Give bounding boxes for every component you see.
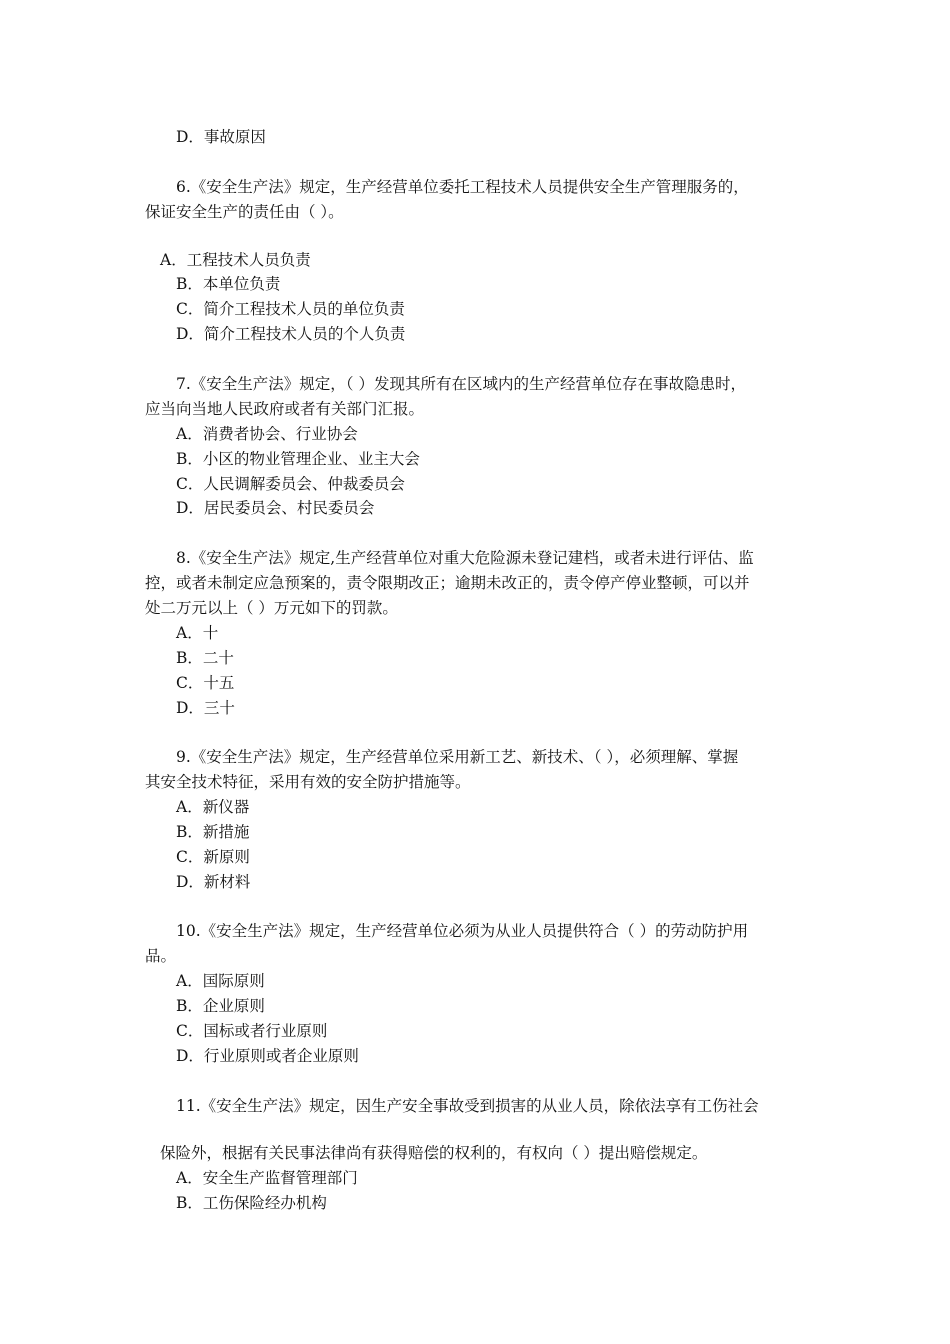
option-b: B．二十 [176,649,234,667]
option-a: A．新仪器 [176,798,250,816]
question-11-line-1: 11.《安全生产法》规定，因生产安全事故受到损害的从业人员，除依法享有工伤社会 [176,1097,759,1115]
question-10-line-2: 品。 [145,947,177,965]
option-d: D．事故原因 [176,128,266,146]
option-d: D．行业原则或者企业原则 [176,1047,359,1065]
option-c: C．人民调解委员会、仲裁委员会 [176,475,405,493]
question-9-line-1: 9.《安全生产法》规定，生产经营单位采用新工艺、新技术、（ ），必须理解、掌握 [176,748,739,766]
option-b: B．小区的物业管理企业、业主大会 [176,450,420,468]
option-a: A．工程技术人员负责 [160,251,311,269]
option-a: A．安全生产监督管理部门 [176,1169,358,1187]
question-10-line-1: 10.《安全生产法》规定，生产经营单位必须为从业人员提供符合（ ）的劳动防护用 [176,922,749,940]
option-a: A．国际原则 [176,972,265,990]
question-7-line-1: 7.《安全生产法》规定，（ ）发现其所有在区域内的生产经营单位存在事故隐患时， [176,375,746,393]
option-d: D．新材料 [176,873,251,891]
option-c: C．新原则 [176,848,250,866]
option-d: D．三十 [176,699,235,717]
question-8-line-1: 8.《安全生产法》规定,生产经营单位对重大危险源未登记建档，或者未进行评估、监 [176,549,754,567]
option-a: A．消费者协会、行业协会 [176,425,358,443]
option-b: B．本单位负责 [176,275,281,293]
option-d: D．居民委员会、村民委员会 [176,499,375,517]
question-6-line-2: 保证安全生产的责任由（ ）。 [145,203,344,221]
option-c: C．国标或者行业原则 [176,1022,328,1040]
option-a: A．十 [176,624,219,642]
option-d: D．简介工程技术人员的个人负责 [176,325,406,343]
question-8-line-2: 控，或者未制定应急预案的，责令限期改正；逾期未改正的，责令停产停业整顿，可以并 [145,574,750,592]
option-c: C．十五 [176,674,235,692]
question-9-line-2: 其安全技术特征，采用有效的安全防护措施等。 [145,773,471,791]
option-b: B．企业原则 [176,997,265,1015]
question-11-line-2: 保险外，根据有关民事法律尚有获得赔偿的权利的，有权向（ ）提出赔偿规定。 [160,1144,708,1162]
question-8-line-3: 处二万元以上（ ）万元如下的罚款。 [145,599,398,617]
question-6-line-1: 6.《安全生产法》规定，生产经营单位委托工程技术人员提供安全生产管理服务的， [176,178,749,196]
question-7-line-2: 应当向当地人民政府或者有关部门汇报。 [145,400,425,418]
option-b: B．新措施 [176,823,250,841]
option-b: B．工伤保险经办机构 [176,1194,327,1212]
option-c: C．简介工程技术人员的单位负责 [176,300,405,318]
